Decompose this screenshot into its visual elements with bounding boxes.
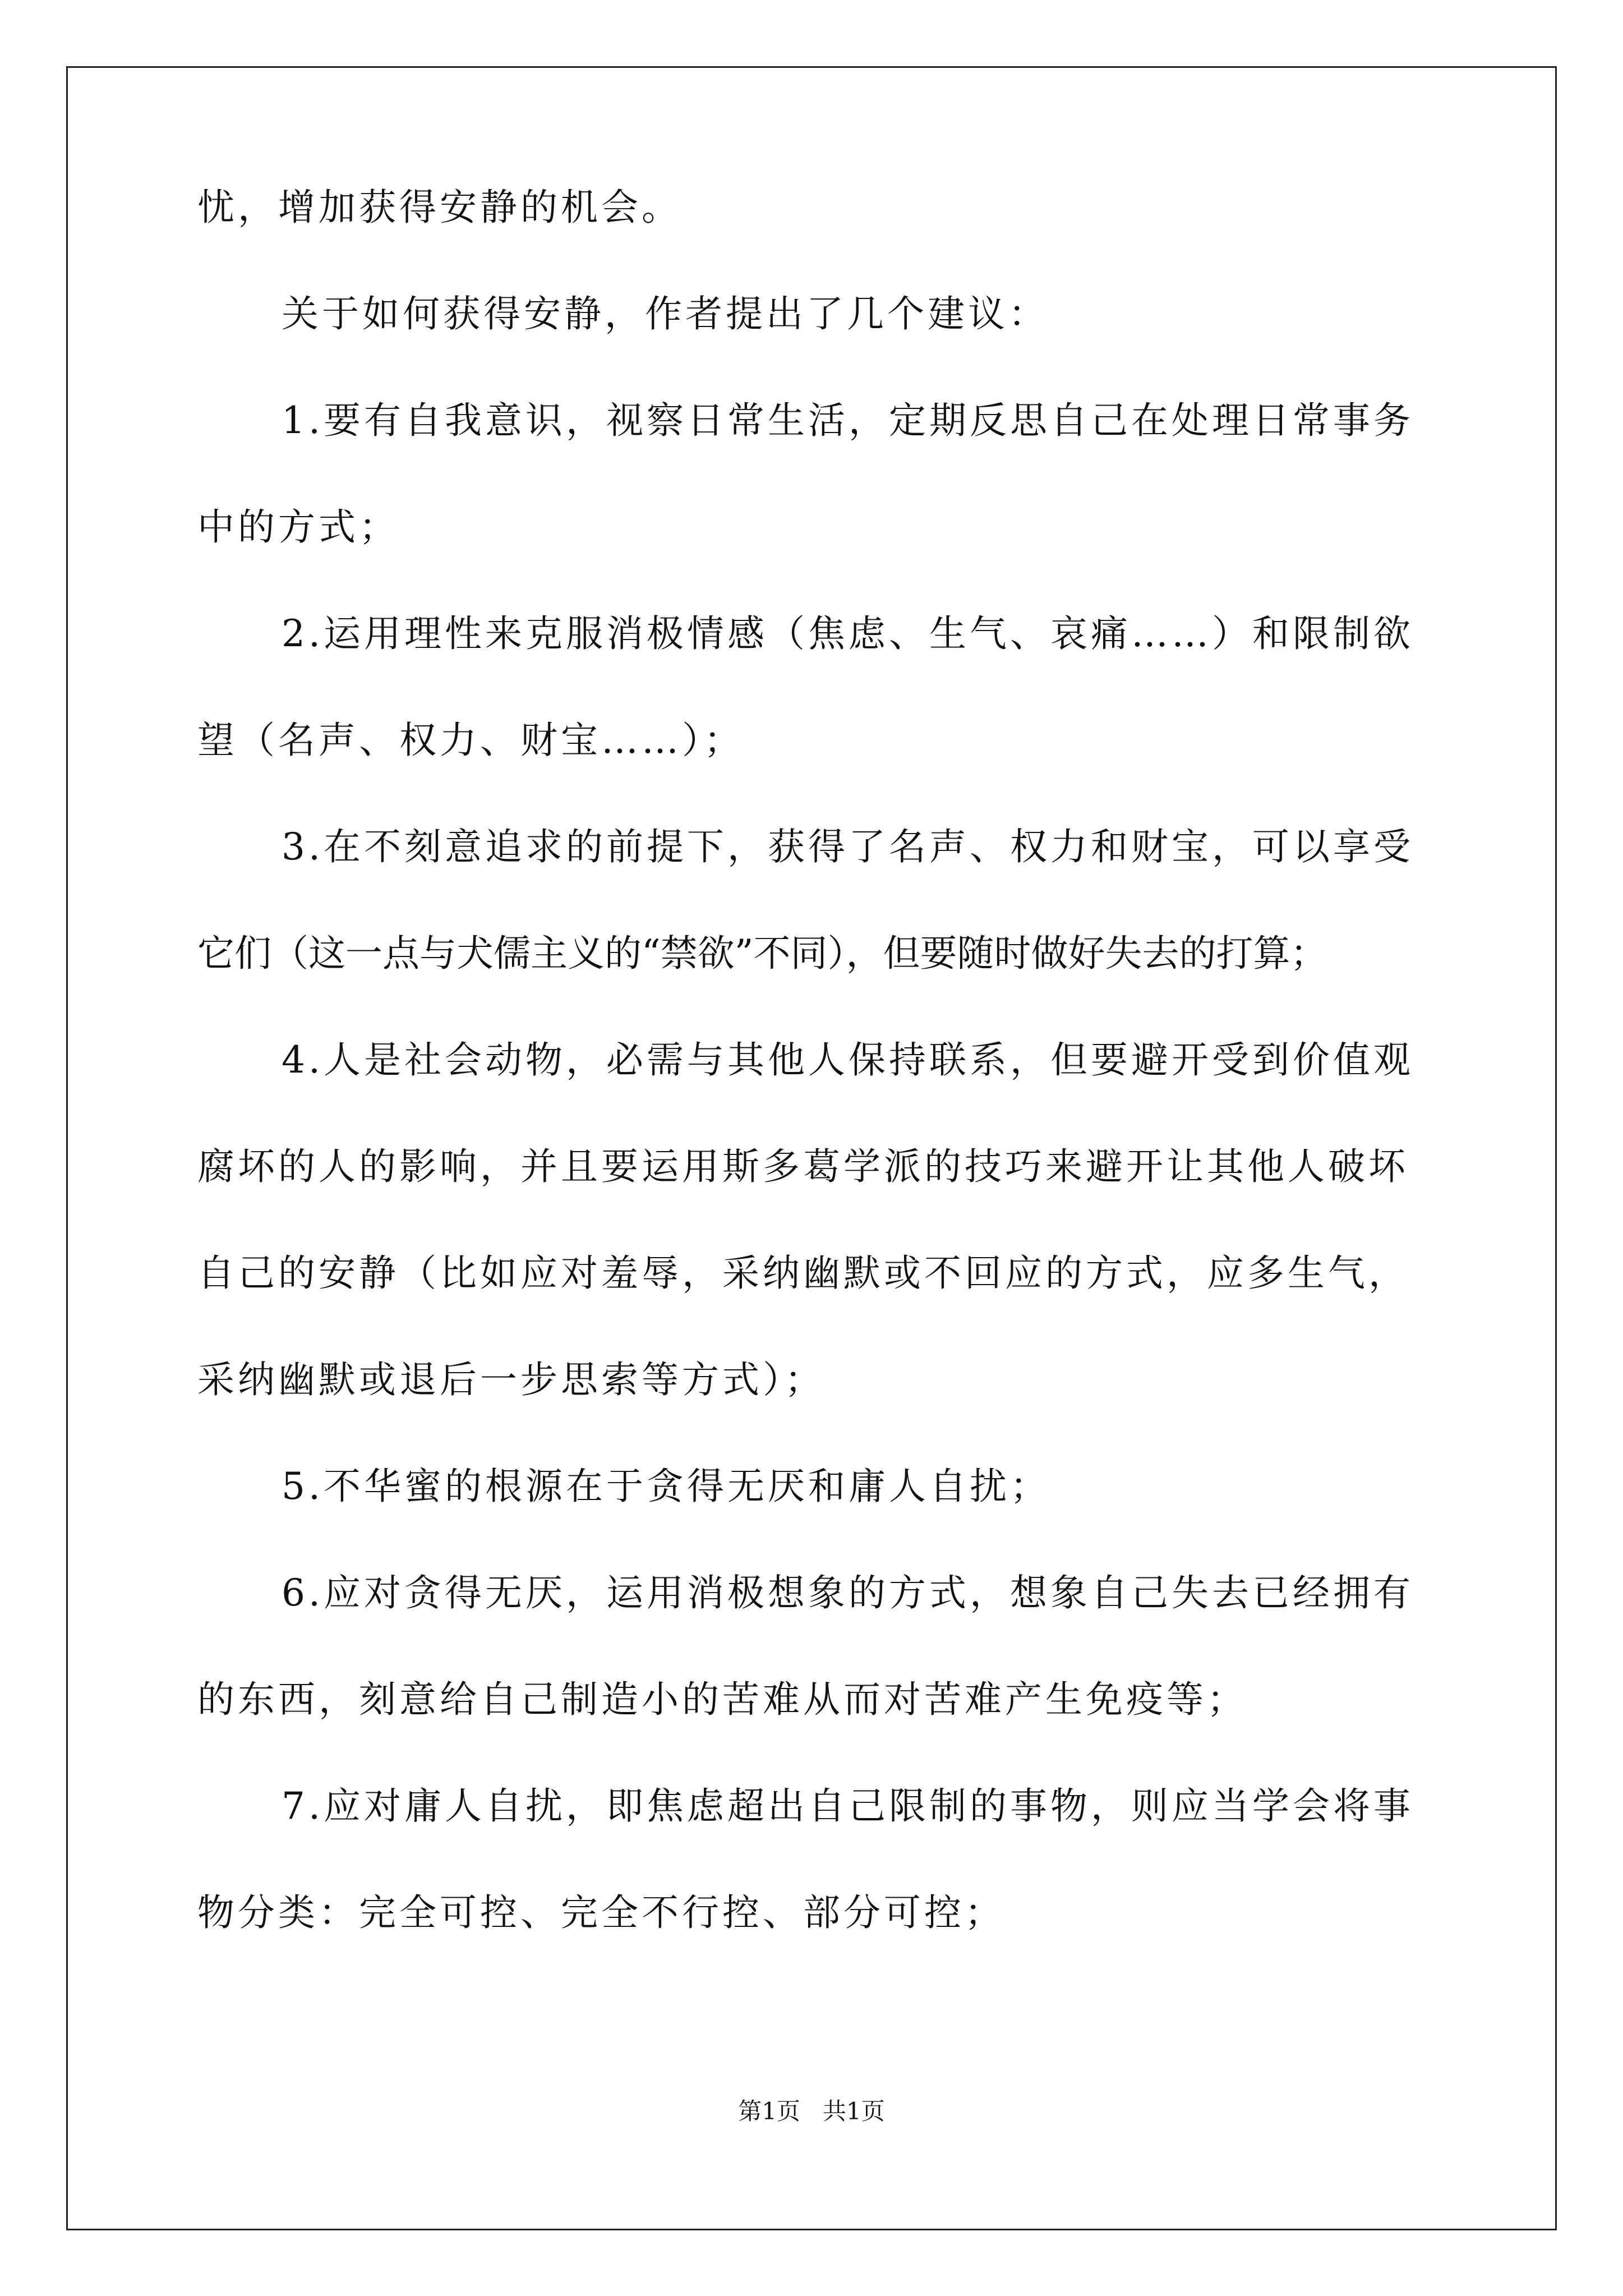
text-line: 望（名声、权力、财宝……）； (197, 719, 744, 762)
text-line: 的东西，刻意给自己制造小的苦难从而对苦难产生免疫等； (197, 1678, 1247, 1721)
text-line: 采纳幽默或退后一步思索等方式）； (197, 1358, 825, 1401)
text-line: 3.在不刻意追求的前提下，获得了名声、权力和财宝，可以享受 (282, 825, 1414, 868)
text-line: 中的方式； (197, 505, 399, 549)
text-line: 6.应对贪得无厌，运用消极想象的方式，想象自己失去已经拥有 (282, 1571, 1414, 1614)
text-line: 关于如何获得安静，作者提出了几个建议： (282, 292, 1049, 335)
text-line: 2.运用理性来克服消极情感（焦虑、生气、哀痛……）和限制欲 (282, 612, 1414, 655)
text-line: 4.人是社会动物，必需与其他人保持联系，但要避开受到价值观 (282, 1038, 1414, 1082)
text-line: 忧，增加获得安静的机会。 (197, 186, 682, 229)
text-line: 5.不华蜜的根源在于贪得无厌和庸人自扰； (282, 1465, 1050, 1508)
text-line: 它们（这一点与犬儒主义的“禁欲”不同），但要随时做好失去的打算； (197, 932, 1327, 975)
text-line: 7.应对庸人自扰，即焦虑超出自己限制的事物，则应当学会将事 (282, 1784, 1414, 1828)
page-footer: 第1页 共1页 (738, 2097, 885, 2125)
text-line: 物分类：完全可控、完全不行控、部分可控； (197, 1891, 1005, 1934)
text-line: 腐坏的人的影响，并且要运用斯多葛学派的技巧来避开让其他人破坏 (197, 1145, 1409, 1188)
text-line: 自己的安静（比如应对羞辱，采纳幽默或不回应的方式，应多生气， (197, 1251, 1409, 1295)
text-line: 1.要有自我意识，视察日常生活，定期反思自己在处理日常事务 (282, 399, 1414, 442)
